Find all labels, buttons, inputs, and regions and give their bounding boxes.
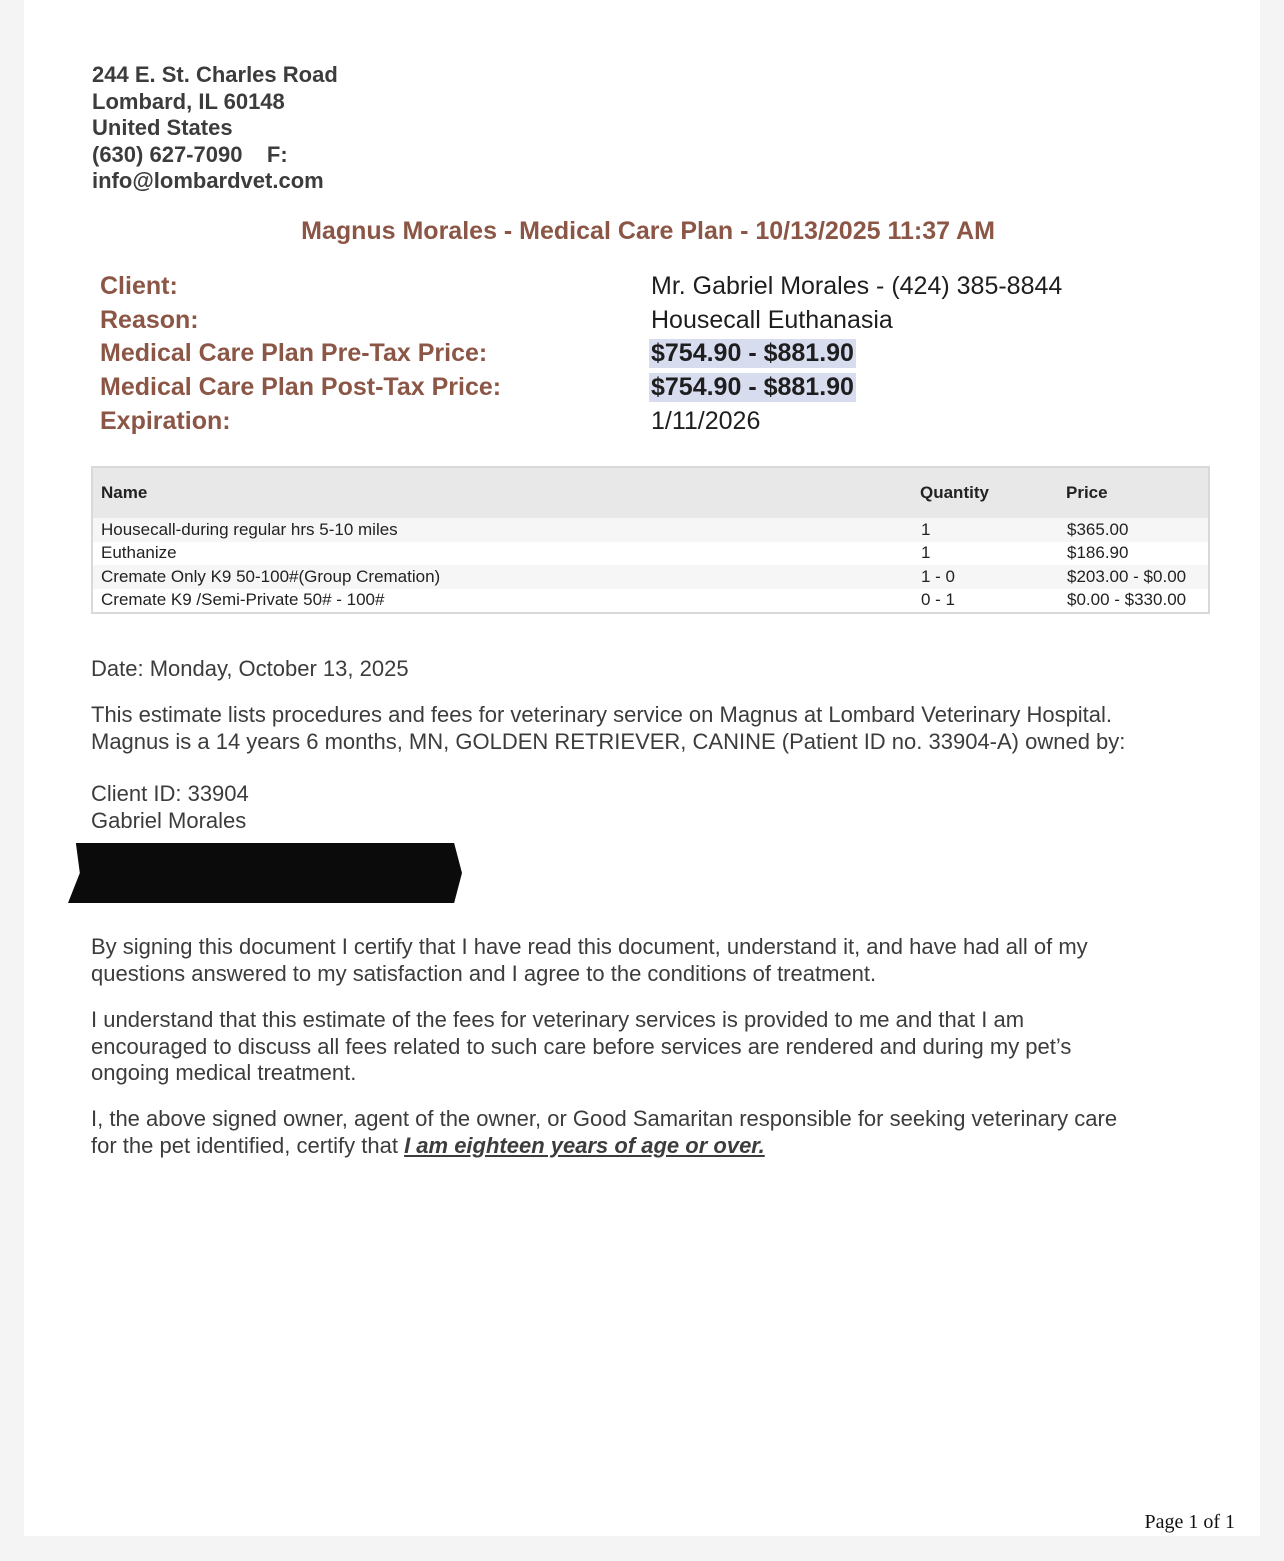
- posttax-value: $754.90 - $881.90: [651, 373, 854, 402]
- pretax-value: $754.90 - $881.90: [651, 339, 854, 368]
- item-name: Cremate Only K9 50-100#(Group Cremation): [101, 566, 441, 586]
- owner-name: Gabriel Morales: [91, 807, 247, 833]
- fees-paragraph: [91, 1007, 1201, 1087]
- item-quantity: 1: [921, 543, 931, 563]
- summary-row-client: [100, 272, 1200, 306]
- fax-label: F:: [266, 141, 288, 167]
- summary-row-posttax: [100, 373, 1200, 407]
- item-name: Cremate K9 /Semi-Private 50# - 100#: [101, 590, 385, 610]
- table-row: [93, 589, 1208, 613]
- client-value: Mr. Gabriel Morales - (424) 385-8844: [651, 272, 1063, 300]
- phone-fax-line: [92, 142, 338, 169]
- reason-value: Housecall Euthanasia: [651, 305, 893, 334]
- address-line1: 244 E. St. Charles Road: [92, 62, 338, 87]
- p1-line2: questions answered to my satisfaction and I agree to the conditions of treatment.: [91, 960, 877, 986]
- header-price: Price: [1066, 483, 1108, 502]
- reason-label: Reason:: [100, 305, 199, 334]
- p3-prefix: for the pet identified, certify that: [91, 1132, 405, 1158]
- table-row: [93, 565, 1208, 589]
- header-quantity: Quantity: [920, 483, 989, 502]
- certification-paragraph: [91, 934, 1201, 987]
- summary-row-expiration: [100, 407, 1200, 441]
- table-header: [93, 468, 1208, 518]
- summary-row-pretax: [100, 339, 1200, 373]
- page-number: Page 1 of 1: [1144, 1511, 1235, 1533]
- p3-line2: [91, 1133, 1201, 1160]
- p2-line2: encouraged to discuss all fees related to such care before services are rendered and during my pet’s: [91, 1033, 1072, 1059]
- table-row: [93, 542, 1208, 566]
- intro-line2: Magnus is a 14 years 6 months, MN, GOLDEN RETRIEVER, CANINE (Patient ID no. 33904-A) owned by:: [91, 728, 1126, 754]
- table-row: [93, 518, 1208, 542]
- plan-summary: [100, 272, 1200, 440]
- posttax-label: Medical Care Plan Post-Tax Price:: [100, 373, 502, 402]
- intro-paragraph: [91, 702, 1201, 755]
- client-label: Client:: [100, 272, 178, 300]
- item-price: $0.00 - $330.00: [1067, 590, 1187, 610]
- address-country: United States: [92, 115, 233, 140]
- p2-line1: I understand that this estimate of the fees for veterinary services is provided to me and that I am: [91, 1007, 1025, 1032]
- items-table: [91, 466, 1210, 614]
- item-quantity: 1 - 0: [921, 566, 956, 586]
- p2-line3: ongoing medical treatment.: [91, 1060, 357, 1085]
- clinic-address: [92, 62, 338, 195]
- item-price: $203.00 - $0.00: [1067, 566, 1187, 586]
- age-paragraph: [91, 1106, 1201, 1159]
- intro-line1: This estimate lists procedures and fees for veterinary service on Magnus at Lombard Veterinary Hospital.: [91, 702, 1113, 727]
- redaction-bar: [68, 843, 462, 903]
- item-quantity: 1: [921, 519, 931, 539]
- item-name: Euthanize: [101, 543, 177, 563]
- pretax-label: Medical Care Plan Pre-Tax Price:: [100, 339, 488, 368]
- p3-line1: I, the above signed owner, agent of the owner, or Good Samaritan responsible for seeking veterinary care: [91, 1106, 1118, 1131]
- item-name: Housecall-during regular hrs 5-10 miles: [101, 519, 398, 539]
- owner-block: [91, 781, 1201, 834]
- clinic-phone: (630) 627-7090: [92, 141, 243, 167]
- expiration-value: 1/11/2026: [651, 406, 761, 435]
- client-id: Client ID: 33904: [91, 781, 249, 806]
- p1-line1: By signing this document I certify that I have read this document, understand it, and have had all of my: [91, 934, 1088, 959]
- item-quantity: 0 - 1: [921, 590, 956, 610]
- table-body: [93, 518, 1208, 612]
- expiration-label: Expiration:: [100, 406, 231, 435]
- item-price: $365.00: [1067, 519, 1129, 539]
- header-name: Name: [101, 483, 148, 502]
- age-emphasis: I am eighteen years of age or over.: [404, 1132, 765, 1158]
- date-line: Date: Monday, October 13, 2025: [91, 656, 409, 681]
- summary-row-reason: [100, 306, 1200, 340]
- document-page: [24, 0, 1260, 1536]
- document-title: Magnus Morales - Medical Care Plan - 10/13/2025 11:37 AM: [301, 217, 995, 245]
- item-price: $186.90: [1067, 543, 1129, 563]
- address-line2: Lombard, IL 60148: [92, 88, 285, 114]
- clinic-email: info@lombardvet.com: [92, 168, 324, 193]
